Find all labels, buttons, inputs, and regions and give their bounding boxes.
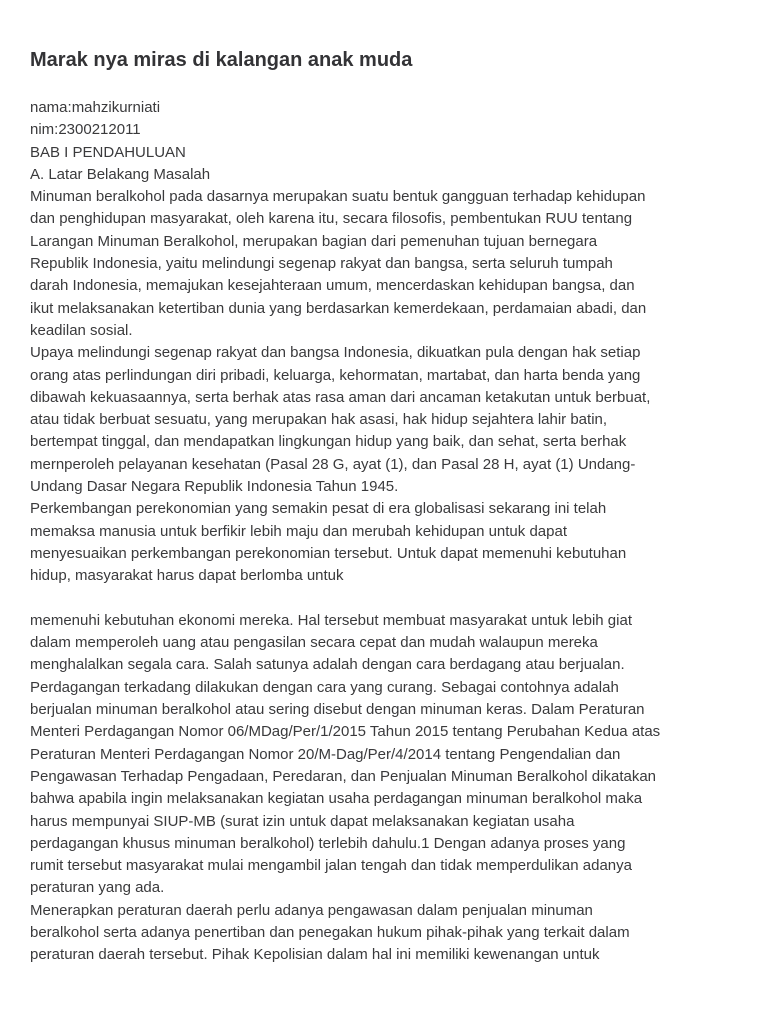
text-line: nama:mahzikurniati [30, 99, 161, 116]
text-line: memenuhi kebutuhan ekonomi mereka. Hal tersebut membuat masyarakat untuk lebih giat [30, 611, 632, 629]
text-line: orang atas perlindungan diri pribadi, keluarga, kehormatan, martabat, dan harta benda yang [30, 366, 641, 384]
text-line: keadilan sosial. [30, 321, 133, 339]
text-line: Larangan Minuman Beralkohol, merupakan bagian dari pemenuhan tujuan bernegara [30, 232, 598, 250]
text-line: Menerapkan peraturan daerah perlu adanya pengawasan dalam penjualan minuman [30, 901, 593, 919]
text-line: dibawah kekuasaannya, serta berhak atas rasa aman dari ancaman ketakutan untuk berbuat, [30, 388, 651, 406]
document-body [30, 46, 742, 967]
text-line: mernperoleh pelayanan kesehatan (Pasal 28 G, ayat (1), dan Pasal 28 H, ayat (1) Undang- [30, 455, 636, 473]
text-line: memaksa manusia untuk berfikir lebih maju dan merubah kehidupan untuk dapat [30, 522, 567, 540]
text-line: A. Latar Belakang Masalah [30, 165, 211, 183]
text-line: perdagangan khusus minuman beralkohol) terlebih dahulu.1 Dengan adanya proses yang [30, 834, 626, 852]
text-line: Undang Dasar Negara Republik Indonesia Tahun 1945. [30, 478, 399, 496]
text-block-part1 [30, 97, 742, 588]
text-line: Upaya melindungi segenap rakyat dan bangsa Indonesia, dikuatkan pula dengan hak setiap [30, 344, 641, 362]
text-line: Menteri Perdagangan Nomor 06/MDag/Per/1/2015 Tahun 2015 tentang Perubahan Kedua atas [30, 723, 661, 741]
text-line: Perkembangan perekonomian yang semakin pesat di era globalisasi sekarang ini telah [30, 500, 607, 518]
text-line: menyesuaikan perkembangan perekonomian tersebut. Untuk dapat memenuhi kebutuhan [30, 544, 627, 562]
text-line: Perdagangan terkadang dilakukan dengan cara yang curang. Sebagai contohnya adalah [30, 678, 619, 696]
text-line: bahwa apabila ingin melaksanakan kegiatan usaha perdagangan minuman beralkohol maka [30, 790, 643, 808]
text-line: dalam memperoleh uang atau pengasilan secara cepat dan mudah walaupun mereka [30, 634, 598, 652]
text-line: nim:2300212011 [30, 121, 141, 139]
text-line: atau tidak berbuat sesuatu, yang merupakan hak asasi, hak hidup sejahtera lahir batin, [30, 411, 608, 429]
text-line: hidup, masyarakat harus dapat berlomba untuk [30, 567, 344, 585]
text-line: darah Indonesia, memajukan kesejahteraan umum, mencerdaskan kehidupan bangsa, dan [30, 277, 635, 295]
document-title: Marak nya miras di kalangan anak muda [30, 49, 413, 71]
text-line: BAB I PENDAHULUAN [30, 143, 186, 161]
text-line: dan penghidupan masyarakat, oleh karena itu, secara filosofis, pembentukan RUU tentang [30, 210, 633, 228]
text-line: ikut melaksanakan ketertiban dunia yang berdasarkan kemerdekaan, perdamaian abadi, dan [30, 299, 647, 317]
text-line: Minuman beralkohol pada dasarnya merupakan suatu bentuk gangguan terhadap kehidupan [30, 188, 646, 206]
paragraph-gap [30, 588, 742, 610]
text-line: beralkohol serta adanya penertiban dan penegakan hukum pihak-pihak yang terkait dalam [30, 923, 630, 941]
text-block-part2 [30, 610, 742, 967]
text-line: peraturan daerah tersebut. Pihak Kepolisian dalam hal ini memiliki kewenangan untuk [30, 946, 600, 964]
text-line: Pengawasan Terhadap Pengadaan, Peredaran, dan Penjualan Minuman Beralkohol dikatakan [30, 767, 657, 785]
text-line: peraturan yang ada. [30, 879, 165, 897]
text-line: Peraturan Menteri Perdagangan Nomor 20/M-Dag/Per/4/2014 tentang Pengendalian dan [30, 745, 621, 763]
text-line: Republik Indonesia, yaitu melindungi segenap rakyat dan bangsa, serta seluruh tumpah [30, 255, 613, 273]
text-line: menghalalkan segala cara. Salah satunya adalah dengan cara berdagang atau berjualan. [30, 656, 625, 674]
text-line: harus mempunyai SIUP-MB (surat izin untuk dapat melaksanakan kegiatan usaha [30, 812, 575, 830]
text-line: berjualan minuman beralkohol atau sering disebut dengan minuman keras. Dalam Peraturan [30, 701, 645, 719]
text-line: bertempat tinggal, dan mendapatkan lingkungan hidup yang baik, dan sehat, serta berhak [30, 433, 627, 451]
text-line: rumit tersebut masyarakat mulai mengambil jalan tengah dan tidak memperdulikan adanya [30, 857, 632, 875]
